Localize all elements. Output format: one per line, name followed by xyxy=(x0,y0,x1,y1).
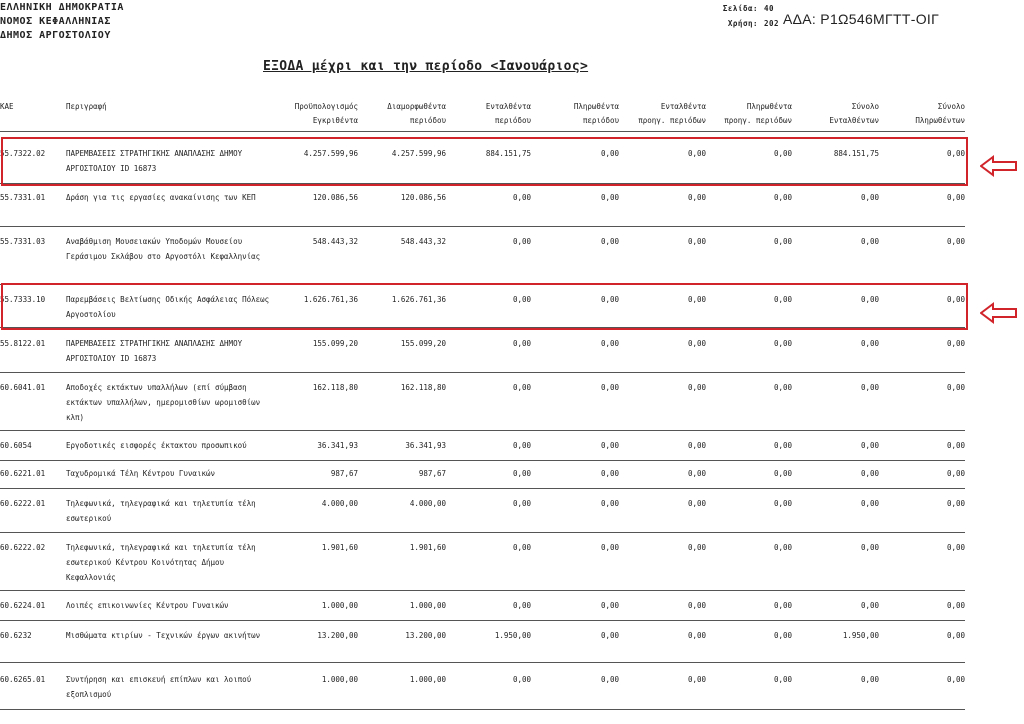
column-header-line-1: Ενταλθέντα xyxy=(485,102,531,111)
amount-cell: 0,00 xyxy=(687,383,706,392)
amount-cell: 0,00 xyxy=(512,193,531,202)
column-header-line-1: Διαμορφωθέντα xyxy=(387,102,446,111)
amount-cell: 1.000,00 xyxy=(409,675,446,684)
amount-cell: 1.626.761,36 xyxy=(391,295,446,304)
kae-code: 60.6224.01 xyxy=(0,601,46,610)
amount-cell: 1.950,00 xyxy=(494,631,531,640)
amount-cell: 0,00 xyxy=(860,601,879,610)
column-header-line-1: Πληρωθέντα xyxy=(573,102,619,111)
column-header xyxy=(855,100,965,128)
kae-code: 60.6221.01 xyxy=(0,469,46,478)
page-number: 40 xyxy=(764,4,775,13)
amount-cell: 0,00 xyxy=(946,675,965,684)
amount-cell: 1.950,00 xyxy=(842,631,879,640)
amount-cell: 0,00 xyxy=(946,295,965,304)
amount-cell: 0,00 xyxy=(512,543,531,552)
kae-code: 60.6222.01 xyxy=(0,499,46,508)
amount-cell: 548.443,32 xyxy=(400,237,446,246)
amount-cell: 0,00 xyxy=(687,499,706,508)
amount-cell: 0,00 xyxy=(860,237,879,246)
amount-cell: 13.200,00 xyxy=(405,631,446,640)
highlight-box-row-1 xyxy=(1,137,968,186)
kae-code: 55.7331.01 xyxy=(0,193,46,202)
description: Εργοδοτικές εισφορές έκτακτου προσωπικού xyxy=(66,441,247,450)
amount-cell: 36.341,93 xyxy=(317,441,358,450)
amount-cell: 0,00 xyxy=(860,469,879,478)
amount-cell: 0,00 xyxy=(687,631,706,640)
description: Τηλεφωνικά, τηλεγραφικά και τηλετυπία τέλη εσωτερικού xyxy=(66,499,256,523)
amount-cell: 0,00 xyxy=(512,339,531,348)
amount-cell: 162.118,80 xyxy=(312,383,358,392)
amount-cell: 4.000,00 xyxy=(321,499,358,508)
amount-cell: 0,00 xyxy=(773,149,792,158)
amount-cell: 0,00 xyxy=(600,631,619,640)
kae-code: 60.6054 xyxy=(0,441,32,450)
description: Αναβάθμιση Μουσειακών Υποδομών Μουσείου Γεράσιμου Σκλάβου στο Αργοστόλι Κεφαλληνίας xyxy=(66,237,261,261)
amount-cell: 0,00 xyxy=(512,441,531,450)
kae-code: 60.6222.02 xyxy=(0,543,46,552)
amount-cell: 0,00 xyxy=(600,469,619,478)
amount-cell: 0,00 xyxy=(946,543,965,552)
description: Δράση για τις εργασίες ανακαίνισης των ΚΕΠ xyxy=(66,193,256,202)
column-header-line-1: Προϋπολογισμός xyxy=(294,102,358,111)
row-divider xyxy=(0,620,965,621)
amount-cell: 0,00 xyxy=(773,441,792,450)
row-divider xyxy=(0,709,965,710)
amount-cell: 120.086,56 xyxy=(400,193,446,202)
amount-cell: 0,00 xyxy=(773,543,792,552)
amount-cell: 0,00 xyxy=(773,499,792,508)
amount-cell: 0,00 xyxy=(600,601,619,610)
amount-cell: 1.626.761,36 xyxy=(303,295,358,304)
row-divider xyxy=(0,226,965,227)
amount-cell: 0,00 xyxy=(860,543,879,552)
column-header-line-2: περιόδου xyxy=(409,116,446,125)
column-header-line-2: ΚΑΕ xyxy=(0,102,14,111)
amount-cell: 0,00 xyxy=(687,339,706,348)
amount-cell: 0,00 xyxy=(773,675,792,684)
amount-cell: 36.341,93 xyxy=(405,441,446,450)
kae-code: 55.7322.02 xyxy=(0,149,46,158)
column-header-line-2: Εγκριθέντα xyxy=(312,116,358,125)
amount-cell: 548.443,32 xyxy=(312,237,358,246)
amount-cell: 0,00 xyxy=(512,499,531,508)
amount-cell: 0,00 xyxy=(946,383,965,392)
amount-cell: 0,00 xyxy=(860,675,879,684)
amount-cell: 0,00 xyxy=(946,149,965,158)
amount-cell: 0,00 xyxy=(687,543,706,552)
amount-cell: 1.901,60 xyxy=(321,543,358,552)
amount-cell: 0,00 xyxy=(512,601,531,610)
description: Αποδοχές εκτάκτων υπαλλήλων (επί σύμβαση εκτάκτων υπαλλήλων, ημερομισθίων ωρομισθίων κλπ) xyxy=(66,383,261,422)
amount-cell: 1.000,00 xyxy=(321,601,358,610)
amount-cell: 155.099,20 xyxy=(312,339,358,348)
amount-cell: 1.000,00 xyxy=(321,675,358,684)
amount-cell: 0,00 xyxy=(600,383,619,392)
amount-cell: 0,00 xyxy=(773,295,792,304)
amount-cell: 0,00 xyxy=(946,237,965,246)
header-line-prefecture: ΝΟΜΟΣ ΚΕΦΑΛΛΗΝΙΑΣ xyxy=(0,16,111,27)
amount-cell: 155.099,20 xyxy=(400,339,446,348)
report-title: ΕΞΟΔΑ μέχρι και την περίοδο <Ιανουάριος> xyxy=(263,59,589,74)
amount-cell: 0,00 xyxy=(687,193,706,202)
amount-cell: 0,00 xyxy=(687,675,706,684)
row-divider xyxy=(0,430,965,431)
amount-cell: 1.000,00 xyxy=(409,601,446,610)
column-header-line-1: Πληρωθέντα xyxy=(746,102,792,111)
amount-cell: 884.151,75 xyxy=(833,149,879,158)
row-divider xyxy=(0,532,965,533)
column-header-line-2: προηγ. περιόδων xyxy=(638,116,706,125)
column-header xyxy=(0,100,14,114)
amount-cell: 0,00 xyxy=(946,339,965,348)
kae-code: 60.6232 xyxy=(0,631,32,640)
row-divider xyxy=(0,460,965,461)
column-header xyxy=(66,100,107,114)
header-divider xyxy=(0,131,965,132)
column-header-line-2: Ενταλθέντων xyxy=(829,116,879,125)
amount-cell: 0,00 xyxy=(512,383,531,392)
amount-cell: 0,00 xyxy=(687,149,706,158)
amount-cell: 0,00 xyxy=(600,441,619,450)
description: ΠΑΡΕΜΒΑΣΕΙΣ ΣΤΡΑΤΗΓΙΚΗΣ ΑΝΑΠΛΑΣΗΣ ΔΗΜΟΥ ΑΡΓΟΣΤΟΛΙΟΥ ID 16873 xyxy=(66,339,243,363)
left-arrow-icon xyxy=(980,155,1018,177)
amount-cell: 0,00 xyxy=(946,631,965,640)
description: Λοιπές επικοινωνίες Κέντρου Γυναικών xyxy=(66,601,229,610)
row-divider xyxy=(0,590,965,591)
left-arrow-icon xyxy=(980,302,1018,324)
ada-stamp: ΑΔΑ: Ρ1Ω546ΜΓΤΤ-ΟΙΓ xyxy=(783,11,940,27)
description: Συντήρηση και επισκευή επίπλων και λοιπού εξοπλισμού xyxy=(66,675,252,699)
amount-cell: 0,00 xyxy=(773,631,792,640)
amount-cell: 0,00 xyxy=(860,339,879,348)
kae-code: 60.6041.01 xyxy=(0,383,46,392)
amount-cell: 0,00 xyxy=(773,339,792,348)
header-line-municipality: ΔΗΜΟΣ ΑΡΓΟΣΤΟΛΙΟΥ xyxy=(0,30,111,41)
amount-cell: 0,00 xyxy=(600,295,619,304)
row-divider xyxy=(0,372,965,373)
amount-cell: 162.118,80 xyxy=(400,383,446,392)
amount-cell: 4.257.599,96 xyxy=(303,149,358,158)
year-value: 202 xyxy=(764,19,780,28)
amount-cell: 0,00 xyxy=(946,499,965,508)
amount-cell: 0,00 xyxy=(860,441,879,450)
kae-code: 55.7333.10 xyxy=(0,295,46,304)
amount-cell: 0,00 xyxy=(773,383,792,392)
description: Παρεμβάσεις Βελτίωσης Οδικής Ασφάλειας Πόλεως Αργοστολίου xyxy=(66,295,270,319)
amount-cell: 0,00 xyxy=(687,601,706,610)
amount-cell: 0,00 xyxy=(860,295,879,304)
year-label: Χρήση: xyxy=(727,19,758,28)
amount-cell: 0,00 xyxy=(773,193,792,202)
amount-cell: 0,00 xyxy=(512,237,531,246)
column-header-line-2: Πληρωθέντων xyxy=(915,116,965,125)
amount-cell: 0,00 xyxy=(687,237,706,246)
amount-cell: 0,00 xyxy=(512,675,531,684)
amount-cell: 0,00 xyxy=(600,675,619,684)
amount-cell: 0,00 xyxy=(773,237,792,246)
amount-cell: 0,00 xyxy=(946,193,965,202)
amount-cell: 0,00 xyxy=(773,601,792,610)
row-divider xyxy=(0,662,965,663)
amount-cell: 0,00 xyxy=(687,469,706,478)
amount-cell: 0,00 xyxy=(860,499,879,508)
row-divider xyxy=(0,488,965,489)
description: Τηλεφωνικά, τηλεγραφικά και τηλετυπία τέλη εσωτερικού Κέντρου Κοινότητας Δήμου Κεφαλλονιάς xyxy=(66,543,256,582)
amount-cell: 0,00 xyxy=(946,441,965,450)
amount-cell: 0,00 xyxy=(600,237,619,246)
page-label: Σελίδα: xyxy=(722,4,758,13)
organization-header xyxy=(0,1,124,43)
amount-cell: 0,00 xyxy=(600,499,619,508)
amount-cell: 1.901,60 xyxy=(409,543,446,552)
column-header-line-2: Περιγραφή xyxy=(66,102,107,111)
amount-cell: 0,00 xyxy=(600,149,619,158)
amount-cell: 4.000,00 xyxy=(409,499,446,508)
amount-cell: 120.086,56 xyxy=(312,193,358,202)
amount-cell: 0,00 xyxy=(946,469,965,478)
amount-cell: 0,00 xyxy=(512,295,531,304)
amount-cell: 0,00 xyxy=(860,193,879,202)
amount-cell: 0,00 xyxy=(860,383,879,392)
column-header-line-1: Ενταλθέντα xyxy=(660,102,706,111)
column-header-line-2: περιόδου xyxy=(494,116,531,125)
amount-cell: 0,00 xyxy=(600,193,619,202)
amount-cell: 0,00 xyxy=(687,295,706,304)
highlight-box-row-4 xyxy=(1,283,968,330)
amount-cell: 884.151,75 xyxy=(485,149,531,158)
description: Ταχυδρομικά Τέλη Κέντρου Γυναικών xyxy=(66,469,216,478)
amount-cell: 987,67 xyxy=(330,469,358,478)
description: ΠΑΡΕΜΒΑΣΕΙΣ ΣΤΡΑΤΗΓΙΚΗΣ ΑΝΑΠΛΑΣΗΣ ΔΗΜΟΥ ΑΡΓΟΣΤΟΛΙΟΥ ID 16873 xyxy=(66,149,243,173)
amount-cell: 0,00 xyxy=(773,469,792,478)
column-header-line-1: Σύνολο xyxy=(937,102,965,111)
column-header-line-2: προηγ. περιόδων xyxy=(724,116,792,125)
kae-code: 60.6265.01 xyxy=(0,675,46,684)
amount-cell: 13.200,00 xyxy=(317,631,358,640)
amount-cell: 987,67 xyxy=(418,469,446,478)
amount-cell: 0,00 xyxy=(600,543,619,552)
amount-cell: 0,00 xyxy=(946,601,965,610)
description: Μισθώματα κτιρίων - Τεχνικών έργων ακινήτων xyxy=(66,631,261,640)
kae-code: 55.8122.01 xyxy=(0,339,46,348)
amount-cell: 0,00 xyxy=(687,441,706,450)
kae-code: 55.7331.03 xyxy=(0,237,46,246)
amount-cell: 0,00 xyxy=(512,469,531,478)
column-header-line-1: Σύνολο xyxy=(851,102,879,111)
column-header-line-2: περιόδου xyxy=(582,116,619,125)
amount-cell: 0,00 xyxy=(600,339,619,348)
amount-cell: 4.257.599,96 xyxy=(391,149,446,158)
header-line-country: ΕΛΛΗΝΙΚΗ ΔΗΜΟΚΡΑΤΙΑ xyxy=(0,2,124,13)
